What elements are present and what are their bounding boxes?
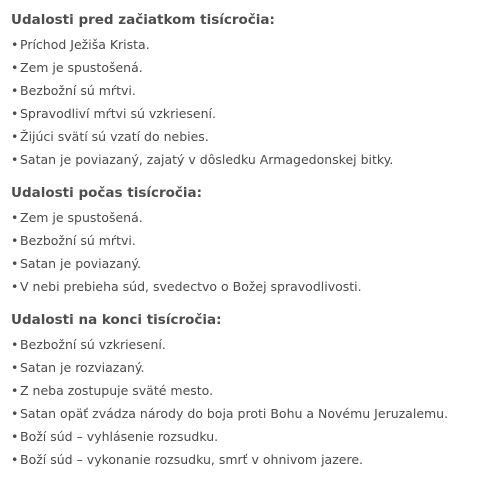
list-item-text: Bezbožní sú vzkriesení. (20, 337, 166, 352)
bullet-icon: • (11, 337, 19, 352)
bullet-icon: • (11, 406, 19, 421)
bullet-icon: • (11, 429, 19, 444)
list-item (11, 402, 501, 425)
list-item-text: Zem je spustošená. (20, 60, 143, 75)
section-title: Udalosti pred začiatkom tisícročia: (11, 12, 275, 28)
list-item (11, 379, 501, 402)
list-item (11, 333, 501, 356)
bullet-icon: • (11, 233, 19, 248)
list-item (11, 448, 501, 471)
list-item (11, 56, 501, 79)
list-item-text: V nebi prebieha súd, svedectvo o Božej spravodlivosti. (20, 279, 362, 294)
section-end-of-millennium (11, 310, 501, 471)
list-item-text: Bezbožní sú mŕtvi. (20, 83, 136, 98)
bullet-icon: • (11, 129, 19, 144)
section-title: Udalosti počas tisícročia: (11, 185, 203, 201)
bullet-icon: • (11, 279, 19, 294)
section-before-millennium (11, 10, 501, 171)
list-item (11, 229, 501, 252)
section-during-millennium (11, 183, 501, 298)
list-item (11, 356, 501, 379)
list-item (11, 275, 501, 298)
bullet-icon: • (11, 106, 19, 121)
bullet-icon: • (11, 452, 19, 467)
bullet-icon: • (11, 37, 19, 52)
bullet-icon: • (11, 210, 19, 225)
list-item-text: Boží súd – vyhlásenie rozsudku. (20, 429, 219, 444)
list-item-text: Satan je poviazaný, zajatý v dôsledku Armagedonskej bitky. (20, 152, 394, 167)
list-item-text: Príchod Ježiša Krista. (20, 37, 150, 52)
list-item-text: Bezbožní sú mŕtvi. (20, 233, 136, 248)
bullet-icon: • (11, 83, 19, 98)
list-item (11, 425, 501, 448)
bullet-icon: • (11, 383, 19, 398)
list-item-text: Satan je poviazaný. (20, 256, 142, 271)
list-item (11, 79, 501, 102)
list-item-text: Satan je rozviazaný. (20, 360, 145, 375)
list-item (11, 148, 501, 171)
bullet-icon: • (11, 256, 19, 271)
list-item (11, 102, 501, 125)
list-item-text: Boží súd – vykonanie rozsudku, smrť v ohnivom jazere. (20, 452, 363, 467)
bullet-icon: • (11, 60, 19, 75)
bullet-icon: • (11, 360, 19, 375)
list-item-text: Zem je spustošená. (20, 210, 143, 225)
list-item (11, 206, 501, 229)
list-item-text: Spravodliví mŕtvi sú vzkriesení. (20, 106, 216, 121)
list-item (11, 252, 501, 275)
bullet-icon: • (11, 152, 19, 167)
list-item-text: Žijúci svätí sú vzatí do nebies. (20, 129, 209, 144)
section-title: Udalosti na konci tisícročia: (11, 312, 222, 328)
list-item-text: Satan opäť zvádza národy do boja proti Bohu a Novému Jeruzalemu. (20, 406, 449, 421)
list-item-text: Z neba zostupuje sväté mesto. (20, 383, 214, 398)
list-item (11, 33, 501, 56)
list-item (11, 125, 501, 148)
